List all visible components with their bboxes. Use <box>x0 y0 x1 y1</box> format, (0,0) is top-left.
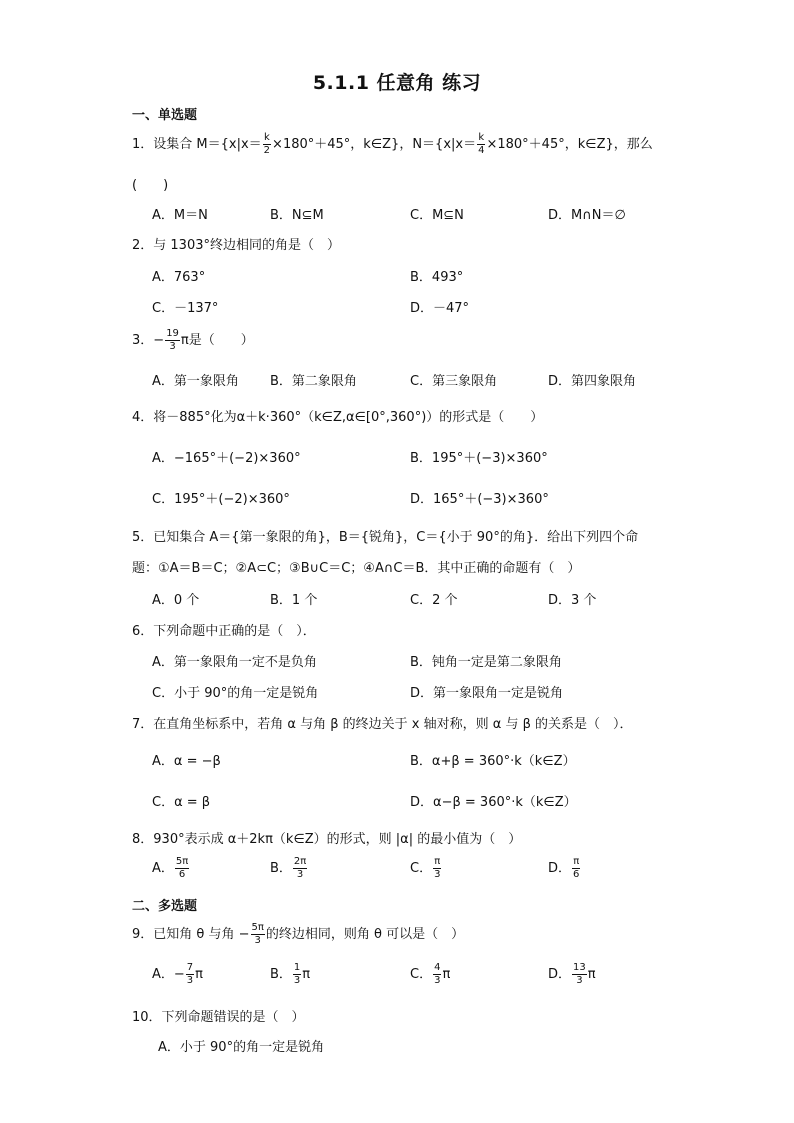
q8-b-fraction <box>293 856 307 881</box>
question-8: 8．930°表示成 α＋2kπ（k∈Z）的形式，则 |α| 的最小值为（ ） <box>132 832 522 847</box>
question-5-line-2: 题：①A＝B＝C；②A⊂C；③B∪C＝C；④A∩C＝B．其中正确的命题有（ ） <box>132 561 581 576</box>
q9-text-pre: 9．已知角 θ 与角 − <box>132 927 250 942</box>
section-single-choice: 一、单选题 <box>132 108 198 123</box>
q2-option-a[interactable]: A．763° <box>152 270 206 285</box>
q1-f1-num: k <box>263 132 270 143</box>
q9-b-fraction <box>293 962 301 987</box>
q3-number: 3． <box>132 333 154 348</box>
q8-b-num: 2π <box>293 856 307 867</box>
q7-option-b[interactable]: B．α+β = 360°·k（k∈Z） <box>410 754 576 769</box>
q2-option-c[interactable]: C．－137° <box>152 301 219 316</box>
q8-c-num: π <box>434 856 441 867</box>
section-multiple-choice: 二、多选题 <box>132 899 198 914</box>
q8-d-fraction <box>572 856 580 881</box>
question-3 <box>132 328 254 353</box>
q1-f2-den: 4 <box>478 145 485 156</box>
question-10: 10．下列命题错误的是（ ） <box>132 1010 305 1025</box>
q3-option-d[interactable]: D．第四象限角 <box>548 374 637 389</box>
q4-option-b[interactable]: B．195°＋(−3)×360° <box>410 451 548 466</box>
q6-option-c[interactable]: C．小于 90°的角一定是锐角 <box>152 686 319 701</box>
q1-answer-blank: ( ) <box>132 178 169 193</box>
question-6: 6．下列命题中正确的是（ ）． <box>132 624 316 639</box>
q8-a-den: 6 <box>178 869 186 880</box>
q8-c-den: 3 <box>434 869 441 880</box>
q8-option-a[interactable] <box>152 856 190 881</box>
q3-fraction <box>165 328 180 353</box>
q6-option-b[interactable]: B．钝角一定是第二象限角 <box>410 655 562 670</box>
q8-a-label: A． <box>152 861 174 876</box>
question-1 <box>132 132 653 157</box>
q10-option-a[interactable]: A．小于 90°的角一定是锐角 <box>158 1040 325 1055</box>
q8-option-c[interactable] <box>410 856 442 881</box>
q3-f-num: 19 <box>166 328 179 339</box>
q9-f-num: 5π <box>251 922 264 933</box>
q3-option-c[interactable]: C．第三象限角 <box>410 374 498 389</box>
q6-option-d[interactable]: D．第一象限角一定是锐角 <box>410 686 564 701</box>
question-4: 4．将－885°化为α＋k·360°（k∈Z,α∈[0°,360°)）的形式是（ ） <box>132 410 544 425</box>
q8-option-d[interactable] <box>548 856 581 881</box>
q9-b-pi: π <box>302 967 311 982</box>
q9-c-label: C． <box>410 967 433 982</box>
q9-c-pi: π <box>442 967 451 982</box>
q8-d-num: π <box>573 856 580 867</box>
q9-option-d[interactable] <box>548 962 596 987</box>
q1-option-d[interactable]: D．M∩N＝∅ <box>548 208 626 223</box>
q9-d-pi: π <box>587 967 596 982</box>
q3-option-a[interactable]: A．第一象限角 <box>152 374 239 389</box>
q1-text-mid: ×180°＋45°，k∈Z}，N＝{x|x＝ <box>272 137 477 152</box>
q9-b-num: 1 <box>293 962 301 973</box>
q9-c-fraction <box>433 962 441 987</box>
q9-c-num: 4 <box>434 962 441 973</box>
q4-option-c[interactable]: C．195°＋(−2)×360° <box>152 492 290 507</box>
q3-option-b[interactable]: B．第二象限角 <box>270 374 357 389</box>
question-7: 7．在直角坐标系中，若角 α 与角 β 的终边关于 x 轴对称，则 α 与 β 的关系是（ ）． <box>132 717 633 732</box>
q2-option-b[interactable]: B．493° <box>410 270 464 285</box>
q8-a-fraction <box>175 856 189 881</box>
q1-number: 1． <box>132 137 154 152</box>
q4-option-a[interactable]: A．−165°＋(−2)×360° <box>152 451 301 466</box>
q9-f-den: 3 <box>254 935 261 946</box>
q1-text-pre: 设集合 M＝{x|x＝ <box>153 137 262 152</box>
q9-a-den: 3 <box>186 975 194 986</box>
q6-option-a[interactable]: A．第一象限角一定不是负角 <box>152 655 317 670</box>
q9-d-den: 3 <box>576 975 583 986</box>
q8-b-label: B． <box>270 861 292 876</box>
question-2: 2．与 1303°终边相同的角是（ ） <box>132 238 340 253</box>
q3-f-den: 3 <box>169 341 176 352</box>
q7-option-c[interactable]: C．α = β <box>152 795 211 810</box>
page-title: 5.1.1 任意角 练习 <box>312 72 482 94</box>
q8-a-num: 5π <box>175 856 189 867</box>
q7-option-a[interactable]: A．α = −β <box>152 754 221 769</box>
q1-option-b[interactable]: B．N⊆M <box>270 208 324 223</box>
q9-a-fraction <box>186 962 194 987</box>
q9-option-a[interactable] <box>152 962 203 987</box>
q9-fraction <box>251 922 265 947</box>
q7-option-d[interactable]: D．α−β = 360°·k（k∈Z） <box>410 795 577 810</box>
q1-fraction-1 <box>263 132 271 157</box>
q9-a-label: A．− <box>152 967 185 982</box>
q9-d-num: 13 <box>573 962 586 973</box>
q8-d-label: D． <box>548 861 572 876</box>
q1-option-a[interactable]: A．M＝N <box>152 208 208 223</box>
q8-d-den: 6 <box>573 869 580 880</box>
q9-a-num: 7 <box>186 962 194 973</box>
q5-option-b[interactable]: B．1 个 <box>270 593 318 608</box>
q8-c-label: C． <box>410 861 433 876</box>
q1-text-post: ×180°＋45°，k∈Z}，那么 <box>486 137 653 152</box>
q9-d-fraction <box>572 962 587 987</box>
question-9 <box>132 922 464 947</box>
q9-option-c[interactable] <box>410 962 450 987</box>
q3-minus: − <box>153 333 165 348</box>
q8-b-den: 3 <box>296 869 304 880</box>
q9-c-den: 3 <box>434 975 441 986</box>
q5-option-d[interactable]: D．3 个 <box>548 593 597 608</box>
q9-a-pi: π <box>195 967 203 982</box>
q1-fraction-2 <box>477 132 485 157</box>
q1-option-c[interactable]: C．M⊆N <box>410 208 464 223</box>
q3-text: π是（ ） <box>180 333 254 348</box>
q1-f2-num: k <box>478 132 485 143</box>
q9-b-den: 3 <box>293 975 301 986</box>
q9-option-b[interactable] <box>270 962 310 987</box>
q8-option-b[interactable] <box>270 856 308 881</box>
q5-option-a[interactable]: A．0 个 <box>152 593 200 608</box>
q9-b-label: B． <box>270 967 292 982</box>
q9-text-post: 的终边相同，则角 θ 可以是（ ） <box>265 927 465 942</box>
question-5-line-1: 5．已知集合 A＝{第一象限的角}，B＝{锐角}，C＝{小于 90°的角}．给出下列四个命 <box>132 530 639 545</box>
q8-c-fraction <box>433 856 441 881</box>
q9-d-label: D． <box>548 967 572 982</box>
q2-option-d[interactable]: D．－47° <box>410 301 470 316</box>
q5-option-c[interactable]: C．2 个 <box>410 593 458 608</box>
q1-f1-den: 2 <box>263 145 271 156</box>
q4-option-d[interactable]: D．165°＋(−3)×360° <box>410 492 549 507</box>
